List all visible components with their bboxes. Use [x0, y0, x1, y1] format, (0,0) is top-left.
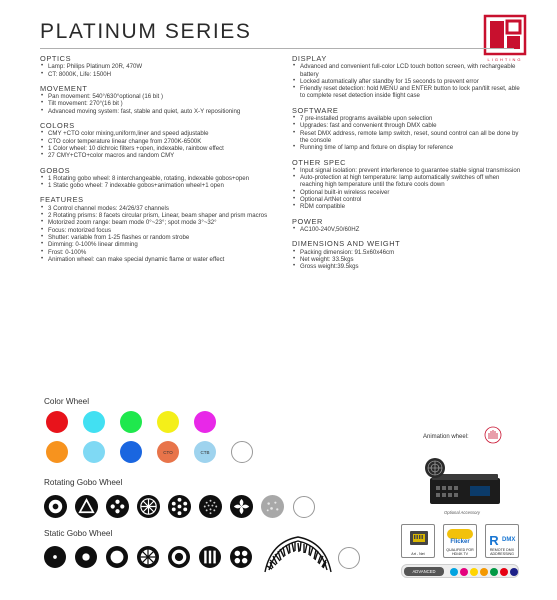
color-filter-1 [46, 411, 68, 433]
spec-item: • Motorized zoom range: beam mode 0°~23°; spot mode 3°~32° [40, 219, 290, 226]
spec-item: • Packing dimension: 91.5x60x46cm [292, 249, 524, 256]
rotating-gobo-wheel-title: Rotating Gobo Wheel [44, 478, 123, 487]
feature-dot-5 [490, 568, 498, 576]
spec-item: • RDM compatible [292, 203, 524, 210]
flicker-free-badge [443, 524, 477, 558]
spec-item: • Lamp: Philips Platinum 20R, 470W [40, 63, 290, 70]
spec-section-heading: DISPLAY [292, 54, 327, 63]
spec-item: • Animation wheel: can make special dynamic flame or water effect [40, 256, 290, 263]
console-caption: Optional Accessory [444, 510, 480, 515]
color-filter-4 [157, 411, 179, 433]
feature-dot-4 [480, 568, 488, 576]
rdm-badge-suffix: DMX [502, 537, 516, 543]
spec-item: • Locked automatically after standby for 15 seconds to prevent error [292, 78, 524, 85]
rotating-gobo-open [293, 496, 315, 518]
animation-wheel-icon [484, 426, 502, 444]
spec-section-optics [40, 55, 290, 78]
spec-list [292, 249, 524, 271]
spec-item: • Shutter: variable from 1-25 flashes or random strobe [40, 234, 290, 241]
spec-item: • Reset DMX address, remote lamp switch, reset, sound control can all be done by the console [292, 130, 524, 145]
spec-section-heading: DIMENSIONS AND WEIGHT [292, 239, 401, 249]
rdm-badge-caption: REMOTE DMX ADDRESSING [489, 548, 515, 556]
feature-dot-1 [450, 568, 458, 576]
network-port-icon [409, 530, 429, 546]
static-gobo-2 [75, 546, 97, 568]
spec-section-other-spec [292, 159, 524, 211]
specs-right-column [292, 55, 524, 277]
static-gobo-1 [44, 546, 66, 568]
color-filter-8 [120, 441, 142, 463]
color-filter-6 [46, 441, 68, 463]
spec-section-features [40, 196, 290, 263]
flicker-badge-caption: QUALIFIED FOR HD/4K TV [446, 548, 474, 556]
spec-section-software [292, 107, 524, 152]
spec-list [40, 63, 290, 78]
spec-list [40, 175, 290, 190]
spec-list [40, 93, 290, 115]
advanced-label: ADVANCED [404, 567, 444, 576]
spec-item: • Dimming: 0-100% linear dimming [40, 241, 290, 248]
certification-badges [401, 524, 519, 558]
spec-section-power [292, 218, 524, 234]
spec-item: • Focus: motorized focus [40, 227, 290, 234]
feature-dot-6 [500, 568, 508, 576]
spec-section-heading: COLORS [40, 121, 75, 131]
spec-item: • 1 Static gobo wheel: 7 indexable gobos+animation wheel+1 open [40, 182, 290, 189]
spec-section-heading: POWER [292, 216, 323, 226]
animation-wheel-label: Animation wheel: [423, 434, 469, 440]
spec-item: • Gross weight:39.5kgs [292, 263, 524, 270]
static-gobo-wheel-title: Static Gobo Wheel [44, 529, 113, 538]
rotating-gobo-8 [261, 495, 284, 518]
spec-item: • Running time of lamp and fixture on display for reference [292, 144, 524, 151]
spec-item: • 1 Rotating gobo wheel: 8 interchangeable, rotating, indexable gobos+open [40, 175, 290, 182]
spec-list [292, 167, 524, 211]
spec-item: • Optional ArtNet control [292, 196, 524, 203]
dmx-console-image [420, 456, 505, 510]
spec-item: • Optional built-in wireless receiver [292, 189, 524, 196]
spec-item: • CTO color temperature linear change from 2700K-6500K [40, 138, 290, 145]
color-filter-10: CTB [194, 441, 216, 463]
spec-section-gobos [40, 167, 290, 190]
art-net-badge [401, 524, 435, 558]
spec-item: • Net weight: 33.5kgs [292, 256, 524, 263]
spec-item: • Tilt movement: 270°(16 bit ) [40, 100, 290, 107]
title-divider [40, 48, 514, 49]
animation-wheel-segment-icon [261, 532, 335, 576]
feature-dot-3 [470, 568, 478, 576]
spec-item: • Advanced and convenient full-color LCD touch botton screen, with rechargeable battery [292, 63, 524, 78]
spec-section-heading: FEATURES [40, 195, 84, 205]
brand-logo-text: LIGHTING [487, 57, 523, 62]
static-gobo-open [338, 547, 360, 569]
rotating-gobo-3 [106, 495, 129, 518]
feature-strip [401, 564, 519, 578]
spec-item: • 2 Rotating prisms: 8 facets circular prism, Linear, beam shaper and prism macros [40, 212, 290, 219]
static-gobo-5 [168, 546, 190, 568]
spec-item: • Pan movement: 540°/630°optional (16 bit ) [40, 93, 290, 100]
spec-item: • Input signal isolation: prevent interference to guarantee stable signal transmission [292, 167, 524, 174]
flicker-badge-title: Flicker [450, 539, 470, 545]
spec-list [292, 115, 524, 151]
spec-item: • CT: 8000K, Life: 1500H [40, 71, 290, 78]
static-gobo-4 [137, 546, 159, 568]
spec-section-heading: OPTICS [40, 54, 72, 63]
static-gobo-6 [199, 546, 221, 568]
rotating-gobo-7 [230, 495, 253, 518]
spec-item: • Auto-protection at high temperature: lamp automatically switches off when reaching high temperature until the fixture cools down [292, 174, 524, 189]
color-filter-9: CTO [157, 441, 179, 463]
spec-list [292, 63, 524, 99]
spec-list [292, 226, 524, 233]
spec-section-heading: GOBOS [40, 165, 71, 175]
spec-section-movement [40, 85, 290, 115]
rotating-gobo-4 [137, 495, 160, 518]
spec-section-heading: SOFTWARE [292, 105, 339, 115]
spec-item: • 27 CMY+CTO+color macros and random CMY [40, 152, 290, 159]
rotating-gobo-1 [44, 495, 67, 518]
spec-list [40, 130, 290, 159]
spec-section-dimensions-and-weight [292, 240, 524, 270]
rotating-gobo-2 [75, 495, 98, 518]
feature-dot-7 [510, 568, 518, 576]
spec-item: • 7 pre-installed programs available upon selection [292, 115, 524, 122]
spec-item: • 3 Control channel modes: 24/26/37 channels [40, 205, 290, 212]
specs-left-column [40, 55, 290, 270]
spec-item: • Advanced moving system: fast, stable and quiet, auto X-Y repositioning [40, 108, 290, 115]
color-filter-3 [120, 411, 142, 433]
rdm-badge-letter: R [489, 533, 499, 548]
spec-section-display [292, 55, 524, 100]
color-filter-2 [83, 411, 105, 433]
static-gobo-7 [230, 546, 252, 568]
brand-logo-icon [483, 14, 527, 56]
rotating-gobo-6 [199, 495, 222, 518]
art-net-caption: Art - Net [411, 552, 425, 556]
spec-item: • 1 Color wheel: 10 dichroic filters +open, indexable, rainbow effect [40, 145, 290, 152]
static-gobo-3 [106, 546, 128, 568]
spec-section-heading: MOVEMENT [40, 83, 88, 93]
spec-item: • AC100-240V,50/60HZ [292, 226, 524, 233]
spec-item: • Friendly reset detection: hold MENU and ENTER button to lock pan/tilt reset, able to complete reset detection inside flight case [292, 85, 524, 100]
rdm-badge [485, 524, 519, 558]
color-filter-7 [83, 441, 105, 463]
spec-section-heading: OTHER SPEC [292, 157, 347, 167]
spec-item: • Upgrades: fast and convenient through DMX cable [292, 122, 524, 129]
spec-section-colors [40, 122, 290, 159]
color-filter-5 [194, 411, 216, 433]
spec-list [40, 205, 290, 263]
color-filter-11 [231, 441, 253, 463]
color-wheel-title: Color Wheel [44, 397, 90, 406]
page-title: PLATINUM SERIES [40, 20, 252, 43]
feature-dot-2 [460, 568, 468, 576]
spec-item: • Frost: 0-100% [40, 249, 290, 256]
rotating-gobo-5 [168, 495, 191, 518]
spec-item: • CMY +CTO color mixing,uniform,liner and speed adjustable [40, 130, 290, 137]
